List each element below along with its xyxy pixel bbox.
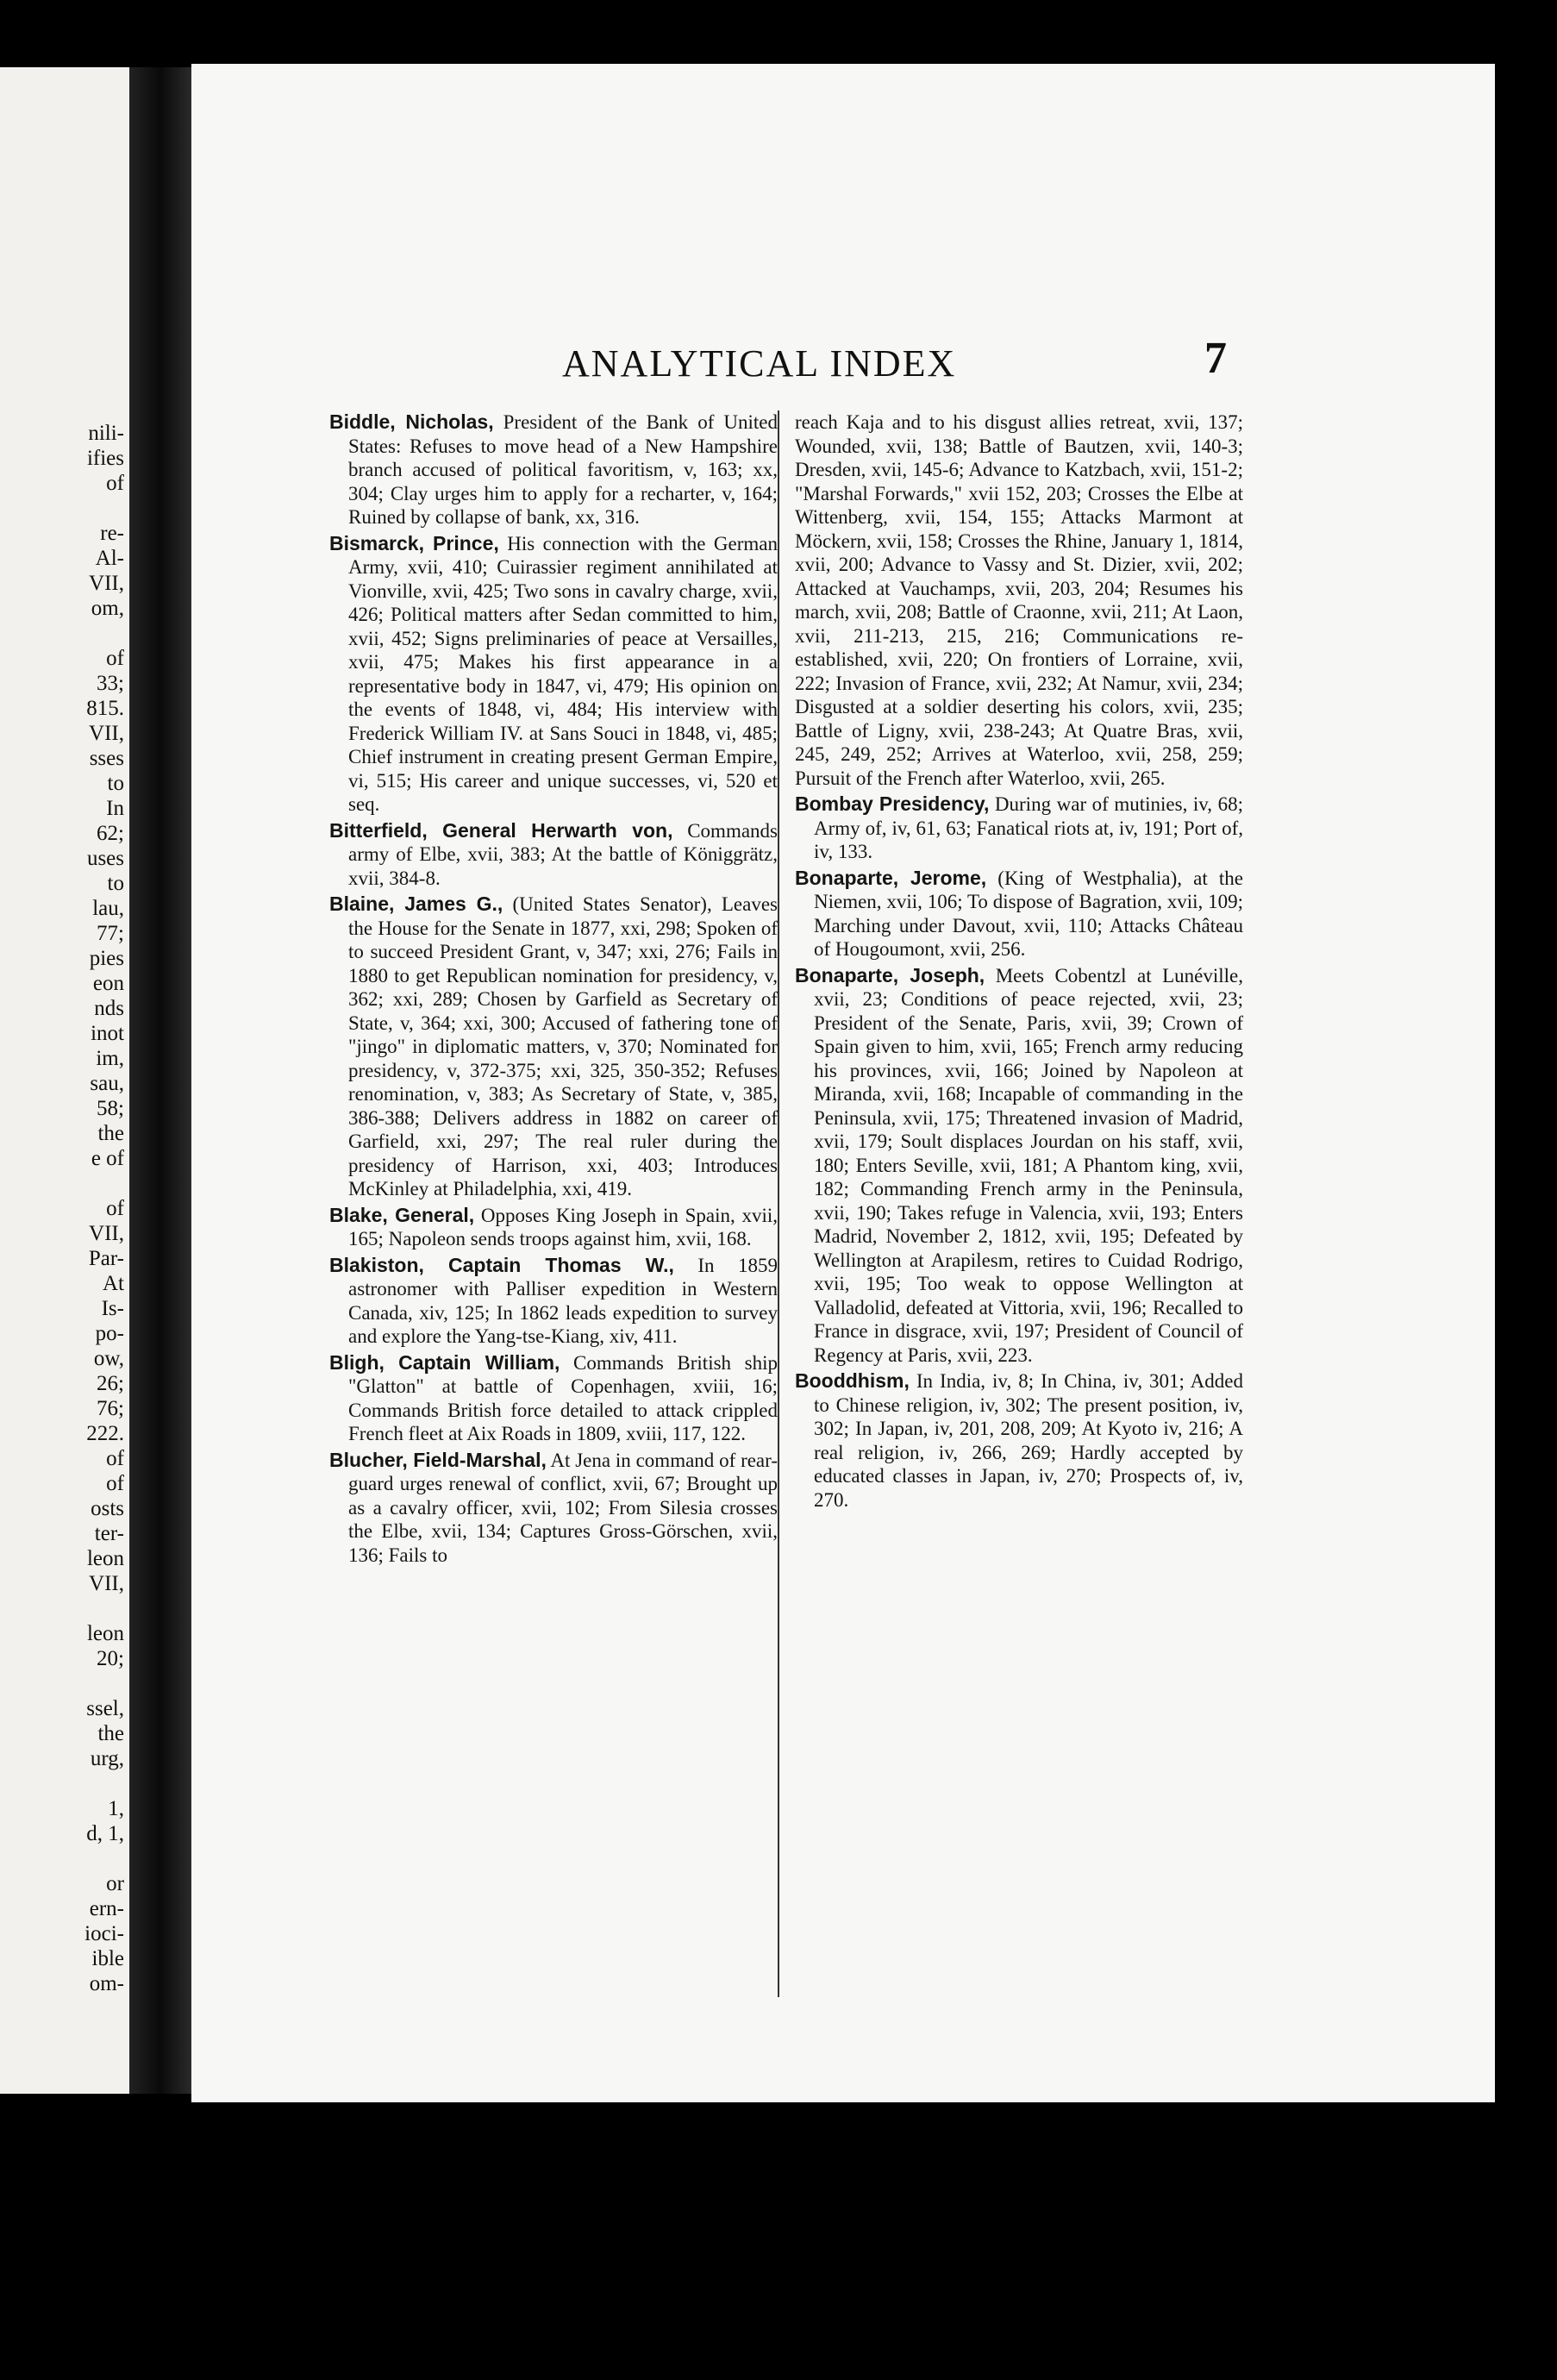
index-entry [795, 410, 1243, 790]
facing-page-fragment: lau, [92, 897, 124, 920]
index-entry [795, 867, 1243, 961]
index-entry [329, 1351, 778, 1446]
facing-page-fragment: re- [100, 522, 124, 545]
facing-page-fragment: the [97, 1122, 124, 1145]
entry-text: During war of mutinies, iv, 68; Army of, iv, 61, 63; Fanatical riots at, iv, 191; Port of, iv, 133. [814, 793, 1243, 862]
facing-page-fragment: sau, [90, 1072, 124, 1095]
facing-page-fragment: to [107, 772, 124, 795]
entry-headword: Blaine, James G., [329, 892, 503, 915]
facing-page-fragment: Is- [101, 1297, 124, 1320]
facing-page-fragment: of [106, 647, 124, 670]
entry-text: His connection with the German Army, xvii, 410; Cuirassier regiment annihilated at Vionville, xvii, 425; Two sons in cavalry charge, xvii, 426; Political matters after Sedan committed to him, xvii, 452; Signs preliminaries of peace at Versailles, xvii, 475; Makes his first appearance in a representative body in 1847, vi, 479; His opinion on the events of 1848, vi, 484; His interview with Frederick William IV. at Sans Souci in 1848, vi, 485; Chief instrument in creating present German Empire, vi, 515; His career and unique successes, vi, 520 et seq. [348, 532, 778, 815]
facing-page-fragment: leon [86, 1622, 124, 1645]
entry-headword: Blake, General, [329, 1203, 475, 1226]
entry-text: (King of Westphalia), at the Niemen, xvii, 106; To dispose of Bagration, xvii, 109; Marching under Davout, xvii, 110; Attacks Château of Hougoumont, xvii, 256. [814, 867, 1243, 960]
entry-headword: Bismarck, Prince, [329, 531, 499, 554]
facing-page-fragment: ible [91, 1947, 124, 1970]
facing-page-fragment [0, 1671, 129, 1696]
index-column-left [329, 410, 778, 1569]
entry-text: President of the Bank of United States: Refuses to move head of a New Hampshire branch accused of political favoritism, v, 163; xx, 304; Clay urges him to apply for a recharter, v, 164; Ruined by collapse of bank, xx, 316. [348, 411, 778, 528]
facing-page-fragment: nds [94, 997, 124, 1020]
facing-page-fragment: 77; [97, 922, 124, 945]
facing-page-fragment: 33; [97, 672, 124, 695]
facing-page-fragment: pies [89, 947, 124, 970]
facing-page-fragment: to [107, 872, 124, 895]
facing-page-fragment: im, [96, 1047, 124, 1070]
facing-page-fragment: om- [89, 1972, 124, 1995]
entry-text: In 1859 astronomer with Palliser expedition in Western Canada, xiv, 125; In 1862 leads expedition to survey and explore the Yang-tse-Kiang, xiv, 411. [348, 1254, 778, 1347]
index-entry [795, 792, 1243, 864]
facing-page-fragment: ter- [94, 1522, 124, 1545]
facing-page-fragment: of [106, 472, 124, 495]
facing-page-fragment: 58; [97, 1097, 124, 1120]
facing-page-fragment [0, 621, 129, 646]
facing-page-fragment: of [106, 1447, 124, 1470]
facing-page-fragment: ifies [86, 447, 124, 470]
facing-page-fragment: osts [91, 1497, 124, 1520]
facing-page-fragment: of [106, 1472, 124, 1495]
facing-page-fragment: ow, [93, 1347, 124, 1370]
entry-text: reach Kaja and to his disgust allies retreat, xvii, 137; Wounded, xvii, 138; Battle of Bautzen, xvii, 140-3; Dresden, xvii, 145-6; Advance to Katzbach, xvii, 151-2; "Marshal Forwards," xvii 152, 203; Crosses the Elbe at Wittenberg, xvii, 154, 155; Attacks Marmont at Möckern, xvii, 158; Crosses the Rhine, January 1, 1814, xvii, 200; Advance to Vassy and St. Dizier, xvii, 202; Attacked at Vauchamps, xvii, 203, 204; Resumes his march, xvii, 208; Battle of Craonne, xvii, 211; At Laon, xvii, 211-213, 215, 216; Communications re-established, xvii, 220; On frontiers of Lorraine, xvii, 222; Invasion of France, xvii, 232; At Namur, xvii, 234; Disgusted at a soldier deserting his colors, xvii, 235; Battle of Ligny, xvii, 238-243; At Quatre Bras, xvii, 245, 249, 252; Arrives at Waterloo, xvii, 258, 259; Pursuit of the French after Waterloo, xvii, 265. [795, 411, 1243, 789]
facing-page-fragment: nili- [88, 422, 124, 445]
facing-page-fragment: po- [95, 1322, 124, 1345]
entry-headword: Blucher, Field-Marshal, [329, 1448, 547, 1471]
facing-page [0, 67, 129, 2094]
index-entry [329, 410, 778, 529]
facing-page-fragment: 815. [86, 697, 124, 720]
entry-text: Commands British ship "Glatton" at battle of Copenhagen, xviii, 16; Commands British force detailed to attack crippled French fleet at Aix Roads in 1809, xviii, 117, 122. [348, 1351, 778, 1444]
running-head: ANALYTICAL INDEX [562, 342, 957, 385]
facing-page-fragment: 62; [97, 822, 124, 845]
facing-page-fragment [0, 1596, 129, 1621]
binding-gutter [129, 67, 191, 2094]
facing-page-fragment: uses [86, 847, 124, 870]
facing-page-fragment: or [106, 1872, 124, 1895]
facing-page-fragment: e of [91, 1147, 124, 1170]
facing-page-fragment: 26; [97, 1372, 124, 1395]
index-page [191, 64, 1495, 2102]
facing-page-fragment: 76; [97, 1397, 124, 1420]
facing-page-fragment: eon [92, 972, 124, 995]
facing-page-fragment: 222. [86, 1422, 124, 1445]
column-divider [778, 410, 779, 1997]
index-entry [795, 964, 1243, 1368]
facing-page-fragment: In [106, 797, 124, 820]
facing-page-fragment: 1, [108, 1797, 124, 1820]
facing-page-fragment: At [103, 1272, 124, 1295]
facing-page-fragment: VII, [89, 1222, 124, 1245]
facing-page-fragment [0, 496, 129, 521]
entry-headword: Booddhism, [795, 1369, 910, 1392]
facing-page-fragment: of [106, 1197, 124, 1220]
entry-text: In India, iv, 8; In China, iv, 301; Added to Chinese religion, iv, 302; The present position, iv, 302; In Japan, iv, 201, 208, 209; At Kyoto iv, 216; A real religion, iv, 266, 269; Hardly accepted by educated classes in Japan, iv, 270; Prospects of, iv, 270. [814, 1370, 1243, 1511]
facing-page-fragment: VII, [89, 722, 124, 745]
entry-headword: Bombay Presidency, [795, 792, 990, 815]
index-entry [795, 1369, 1243, 1512]
index-column-right [795, 410, 1243, 1514]
index-entry [329, 1254, 778, 1349]
index-entry [329, 819, 778, 891]
entry-headword: Blakiston, Captain Thomas W., [329, 1253, 674, 1276]
facing-page-fragment: ern- [89, 1897, 124, 1920]
facing-page-fragment [0, 1171, 129, 1196]
facing-page-fragment [0, 1771, 129, 1796]
entry-headword: Bonaparte, Jerome, [795, 866, 987, 889]
facing-page-fragment: leon [86, 1547, 124, 1570]
index-entry [329, 1204, 778, 1251]
facing-page-fragment: Al- [95, 547, 124, 570]
index-entry [329, 1449, 778, 1568]
facing-page-fragment: Par- [88, 1247, 124, 1270]
facing-page-fragment [0, 1846, 129, 1871]
facing-page-fragment: VII, [89, 572, 124, 595]
entry-text: At Jena in command of rear-guard urges renewal of conflict, xvii, 67; Brought up as a cavalry officer, xvii, 102; From Silesia crosses the Elbe, xvii, 134; Captures Gross-Görschen, xvii, 136; Fails to [348, 1449, 778, 1566]
facing-page-fragment: ssel, [86, 1697, 124, 1720]
facing-page-fragment: d, 1, [86, 1822, 124, 1845]
entry-text: (United States Senator), Leaves the House for the Senate in 1877, xxi, 298; Spoken of to succeed President Grant, v, 347; xxi, 276; Fails in 1880 to get Republican nomination for presidency, v, 362; xxi, 289; Chosen by Garfield as Secretary of State, v, 364; xxi, 300; Accused of fathering tone of "jingo" in diplomatic matters, v, 370; Nominated for presidency, v, 372-375; xxi, 325, 350-352; Refuses renomination, v, 383; As Secretary of State, v, 385, 386-388; Delivers address in 1882 on career of Garfield, xxi, 297; The real ruler during the presidency of Harrison, xxi, 403; Introduces McKinley at Philadelphia, xxi, 419. [348, 893, 778, 1199]
facing-page-fragment: the [97, 1722, 124, 1745]
facing-page-fragment: om, [91, 597, 124, 620]
entry-text: Commands army of Elbe, xvii, 383; At the battle of Königgrätz, xvii, 384-8. [348, 819, 778, 889]
facing-page-fragment: urg, [90, 1747, 124, 1770]
page-header [191, 333, 1495, 385]
entry-headword: Bligh, Captain William, [329, 1350, 560, 1374]
entry-text: Opposes King Joseph in Spain, xvii, 165; Napoleon sends troops against him, xvii, 168. [348, 1204, 778, 1250]
entry-text: Meets Cobentzl at Lunéville, xvii, 23; Conditions of peace rejected, xvii, 23; President of the Senate, Paris, xvii, 39; Crown of Spain given to him, xvii, 165; French army reducing his provinces, xvii, 166; Joined by Napoleon at Miranda, xvii, 168; Incapable of commanding in the Peninsula, xvii, 175; Threatened invasion of Madrid, xvii, 179; Soult displaces Jourdan on his staff, xvii, 180; Enters Seville, xvii, 181; A Phantom king, xvii, 182; Commanding French army in the Peninsula, xvii, 190; Takes refuge in Valencia, xvii, 193; Enters Madrid, November 2, 1812, xvii, 195; Defeated by Wellington at Arapilesm, retires to Cuidad Rodrigo, xvii, 195; Too weak to oppose Wellington at Valladolid, defeated at Vittoria, xvii, 196; Recalled to France in disgrace, xvii, 197; President of Council of Regency at Paris, xvii, 223. [814, 964, 1243, 1366]
entry-headword: Bitterfield, General Herwarth von, [329, 818, 673, 842]
index-entry [329, 892, 778, 1201]
entry-headword: Biddle, Nicholas, [329, 410, 494, 433]
facing-page-fragment: inot [91, 1022, 124, 1045]
facing-page-fragment: VII, [89, 1572, 124, 1595]
entry-headword: Bonaparte, Joseph, [795, 963, 985, 986]
facing-page-fragment: sses [89, 747, 124, 770]
facing-page-fragment: ioci- [84, 1922, 124, 1945]
index-entry [329, 532, 778, 817]
page-number: 7 [1204, 334, 1227, 383]
facing-page-text-fragments [0, 421, 129, 1996]
facing-page-fragment: 20; [97, 1647, 124, 1670]
